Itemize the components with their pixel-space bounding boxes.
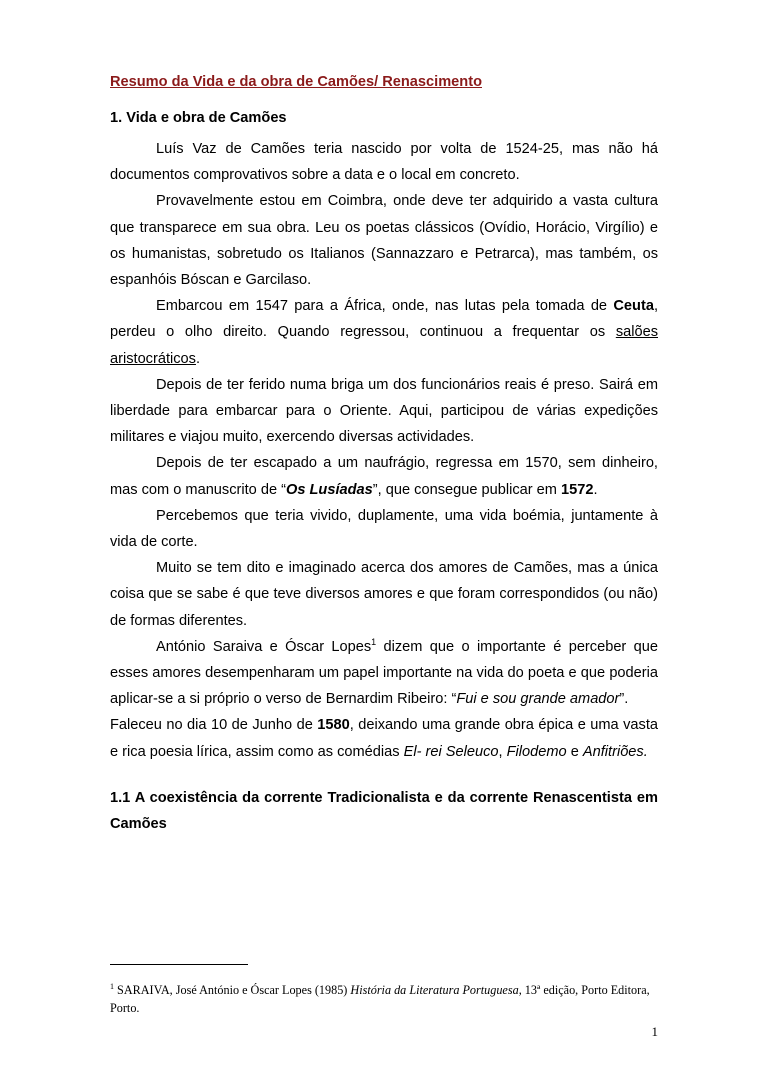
paragraph-birth: Luís Vaz de Camões teria nascido por volta de 1524-25, mas não há documentos comprovativos sobre a data e o local em concreto. (110, 141, 658, 184)
text-span: , (498, 743, 507, 760)
underlined-salons: salões aristocráticos (110, 324, 658, 367)
paragraph-shipwreck (110, 450, 658, 502)
paragraph-bohemian: Percebemos que teria vivido, duplamente, uma vida boémia, juntamente à vida de corte. (110, 507, 658, 551)
bold-ceuta: Ceuta (613, 298, 654, 315)
book-title-lusiadas: Os Lusíadas (286, 481, 373, 498)
bold-year-1572: 1572 (561, 481, 594, 498)
document-title: Resumo da Vida e da obra de Camões/ Renascimento (110, 74, 482, 90)
work-title-seleuco: El- rei Seleuco (403, 743, 499, 760)
paragraph-saraiva (110, 634, 658, 713)
text-span: ”. (619, 691, 629, 708)
page-number: 1 (651, 1024, 658, 1039)
text-span: , 13ª edição, Porto Editora, Porto. (110, 983, 650, 1015)
text-span: . (593, 481, 598, 498)
document-body (110, 72, 658, 837)
text-span: . (195, 350, 201, 367)
text-span: António Saraiva e Óscar Lopes (156, 638, 372, 655)
text-span: , deixando uma grande obra épica e uma vasta e rica poesia lírica, assim como as comédias (110, 717, 658, 760)
section-heading-1-1: 1.1 A coexistência da corrente Tradicionalista e da corrente Renascentista em Camões (110, 789, 658, 833)
paragraph-education: Provavelmente estou em Coimbra, onde deve ter adquirido a vasta cultura que transparece em sua obra. Leu os poetas clássicos (Ovídio, Horácio, Virgílio) e os humanistas, sobretudo os Italianos (Sannazzaro e Petrarca), mas também, os espanhóis Bóscan e Garcilaso. (110, 193, 658, 289)
paragraph-death (110, 712, 658, 764)
footnote-ref: 1 (371, 637, 377, 647)
work-title-anfitrioes: Anfitriões. (582, 743, 648, 760)
text-span: dizem que o importante é perceber que esses amores desempenharam um papel importante na vida do poeta e que poderia aplicar-se a si próprio o verso de Bernardim Ribeiro: “ (110, 638, 658, 708)
text-span: Depois de ter escapado a um naufrágio, regressa em 1570, sem dinheiro, mas com o manuscrito de “ (110, 455, 658, 498)
text-span: SARAIVA, José António e Óscar Lopes (1985) (114, 983, 351, 997)
text-span: , perdeu o olho direito. Quando regressou, continuou a frequentar os (110, 298, 658, 341)
text-span: e (566, 743, 583, 760)
work-title-filodemo: Filodemo (506, 743, 567, 760)
bold-year-1580: 1580 (317, 717, 350, 734)
quote-verse: Fui e sou grande amador (456, 691, 620, 708)
text-span: ”, que consegue publicar em (372, 481, 562, 498)
paragraph-loves: Muito se tem dito e imaginado acerca dos amores de Camões, mas a única coisa que se sabe é que teve diversos amores e que foram correspondidos (ou não) de formas diferentes. (110, 560, 658, 629)
footnote-book-title: História da Literatura Portuguesa (350, 983, 519, 997)
footnote-number: 1 (110, 981, 114, 991)
text-span: Faleceu no dia 10 de Junho de (110, 717, 318, 734)
section-heading-1: 1. Vida e obra de Camões (110, 110, 287, 126)
text-span: Embarcou em 1547 para a África, onde, nas lutas pela tomada de (156, 298, 614, 315)
paragraph-africa (110, 293, 658, 372)
paragraph-prison: Depois de ter ferido numa briga um dos funcionários reais é preso. Sairá em liberdade para embarcar para o Oriente. Aqui, participou de várias expedições militares e viajou muito, exercendo diversas actividades. (110, 376, 658, 446)
footnote-divider (110, 964, 248, 965)
footnote (110, 981, 658, 1017)
